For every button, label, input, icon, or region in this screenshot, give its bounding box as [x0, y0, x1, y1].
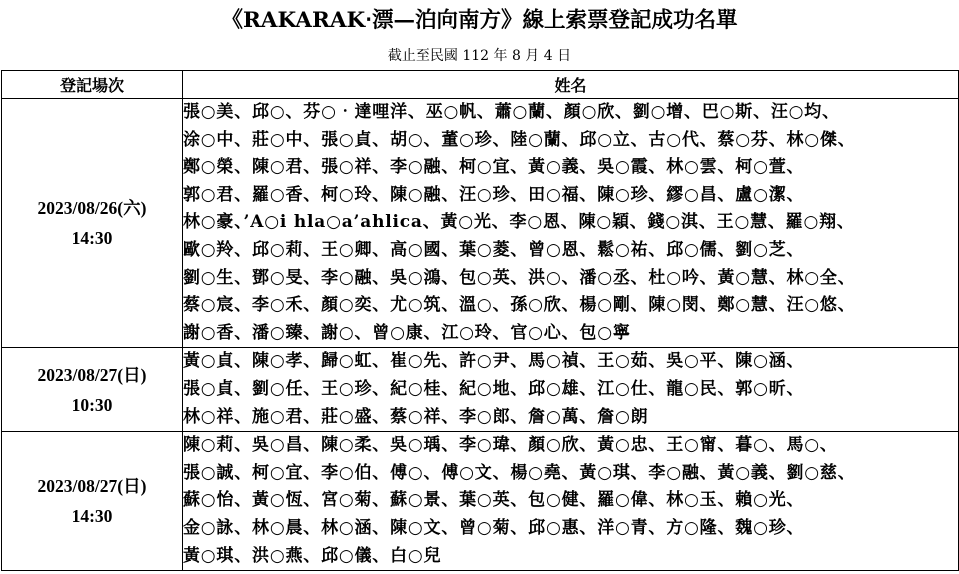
- names-line: 歐○羚、邱○莉、王○卿、高○國、葉○菱、曾○恩、鬆○祐、邱○儒、劉○芝、: [183, 239, 805, 260]
- session-row: [2, 348, 959, 432]
- session-time: 14:30: [71, 506, 113, 527]
- header-row: [2, 71, 959, 99]
- names-line: 陳○莉、吳○昌、陳○柔、吳○瑀、李○瑋、顏○欣、黃○忠、王○甯、暮○、馬○、: [183, 435, 838, 456]
- names-line: 劉○生、鄧○旻、李○融、吳○鴻、包○英、洪○、潘○丞、杜○吟、黃○慧、林○全、: [183, 267, 856, 288]
- names-line: 謝○香、潘○臻、謝○、曾○康、江○玲、官○心、包○寧: [183, 322, 631, 343]
- names-cell: [183, 432, 959, 571]
- session-time: 14:30: [71, 228, 113, 249]
- names-line: 涂○中、莊○中、張○貞、胡○、董○珍、陸○蘭、邱○立、古○代、蔡○芬、林○傑、: [183, 129, 856, 150]
- page-title: 《RAKARAK‧漂—泊向南方》線上索票登記成功名單: [221, 8, 738, 33]
- session-time: 10:30: [71, 394, 113, 415]
- header-session: 登記場次: [2, 71, 183, 99]
- names-line: 張○貞、劉○任、王○珍、紀○桂、紀○地、邱○雄、江○仕、龍○民、郭○昕、: [183, 378, 805, 399]
- session-date: 2023/08/26(六): [37, 198, 147, 219]
- names-line: 黃○琪、洪○燕、邱○儀、白○兒: [183, 545, 442, 566]
- header-names: 姓名: [183, 71, 959, 99]
- names-cell: [183, 99, 959, 348]
- names-line: 金○詠、林○晨、林○涵、陳○文、曾○菊、邱○惠、洋○青、方○隆、魏○珍、: [183, 517, 805, 538]
- registration-table: [1, 70, 959, 571]
- session-date: 2023/08/27(日): [37, 476, 147, 497]
- session-row: [2, 432, 959, 571]
- names-line: 張○誠、柯○宜、李○伯、傅○、傅○文、楊○堯、黃○琪、李○融、黃○義、劉○慈、: [183, 462, 856, 483]
- names-line: 林○祥、施○君、莊○盛、蔡○祥、李○郎、詹○萬、詹○朗: [183, 406, 649, 427]
- names-cell: [183, 348, 959, 432]
- names-line: 鄭○榮、陳○君、張○祥、李○融、柯○宜、黃○義、吳○霞、林○雲、柯○萱、: [183, 157, 805, 178]
- session-cell: [2, 99, 183, 348]
- names-line: 蔡○宸、李○禾、顏○奕、尤○筑、溫○、孫○欣、楊○剛、陳○閔、鄭○慧、汪○悠、: [183, 295, 856, 316]
- names-line: 郭○君、羅○香、柯○玲、陳○融、汪○珍、田○福、陳○珍、繆○昌、盧○潔、: [183, 184, 805, 205]
- session-date: 2023/08/27(日): [37, 364, 147, 385]
- session-cell: [2, 432, 183, 571]
- page-subtitle: 截止至民國 112 年 8 月 4 日: [387, 48, 572, 64]
- session-cell: [2, 348, 183, 432]
- names-line: 蘇○怡、黃○恆、宮○菊、蘇○景、葉○英、包○健、羅○偉、林○玉、賴○光、: [183, 490, 805, 511]
- names-line: 黃○貞、陳○孝、歸○虹、崔○先、許○尹、馬○禎、王○茹、吳○平、陳○涵、: [183, 351, 805, 372]
- names-line: 張○美、邱○、芬○‧達哩洋、巫○帆、蕭○蘭、顏○欣、劉○增、巴○斯、汪○均、: [183, 102, 840, 122]
- session-row: [2, 99, 959, 348]
- names-line: 林○豪、’A○i hla○a’ahlica、黃○光、李○恩、陳○穎、錢○淇、王○慧、羅○翔、: [183, 212, 855, 233]
